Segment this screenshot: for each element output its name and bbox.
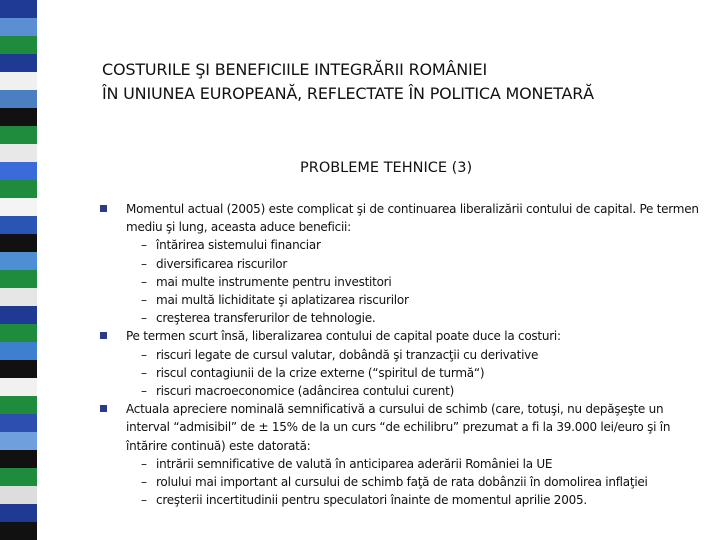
- bullet-item: [100, 327, 700, 345]
- sub-item: [100, 382, 700, 400]
- slide-title: [102, 58, 702, 106]
- dash-icon: –: [141, 256, 147, 271]
- sub-item-text: mai multă lichiditate şi aplatizarea riscurilor: [156, 293, 409, 308]
- sub-item: [100, 455, 700, 473]
- stripe-block: [0, 288, 37, 306]
- dash-icon: –: [141, 456, 147, 471]
- stripe-block: [0, 342, 37, 360]
- stripe-block: [0, 360, 37, 378]
- sub-item-text: mai multe instrumente pentru investitori: [156, 274, 392, 289]
- stripe-block: [0, 486, 37, 504]
- sub-item-text: riscul contagiunii de la crize externe (“spiritul de turmă“): [156, 365, 485, 380]
- stripe-block: [0, 378, 37, 396]
- stripe-block: [0, 522, 37, 540]
- sub-item-text: creşterea transferurilor de tehnologie.: [156, 311, 376, 326]
- stripe-block: [0, 108, 37, 126]
- sub-item: [100, 309, 700, 327]
- square-bullet-icon: [100, 405, 107, 412]
- stripe-block: [0, 54, 37, 72]
- bullet-item: [100, 200, 700, 236]
- stripe-block: [0, 450, 37, 468]
- stripe-block: [0, 18, 37, 36]
- sub-item-text: riscuri legate de cursul valutar, dobândă şi tranzacţii cu derivative: [156, 347, 539, 362]
- bullet-text: Pe termen scurt însă, liberalizarea contului de capital poate duce la costuri:: [126, 329, 561, 344]
- stripe-block: [0, 252, 37, 270]
- stripe-block: [0, 270, 37, 288]
- stripe-block: [0, 468, 37, 486]
- dash-icon: –: [141, 274, 147, 289]
- dash-icon: –: [141, 311, 147, 326]
- stripe-block: [0, 126, 37, 144]
- stripe-block: [0, 198, 37, 216]
- sub-item: [100, 291, 700, 309]
- dash-icon: –: [141, 493, 147, 508]
- decorative-color-stripe: [0, 0, 37, 540]
- stripe-block: [0, 396, 37, 414]
- stripe-block: [0, 180, 37, 198]
- sub-item: [100, 273, 700, 291]
- sub-item-text: rolului mai important al cursului de schimb faţă de rata dobânzii în domolirea inflaţiei: [156, 475, 648, 490]
- sub-item-text: diversificarea riscurilor: [156, 256, 288, 271]
- sub-item: [100, 236, 700, 254]
- sub-item-text: întărirea sistemului financiar: [156, 238, 321, 253]
- sub-item: [100, 346, 700, 364]
- stripe-block: [0, 504, 37, 522]
- stripe-block: [0, 0, 37, 18]
- stripe-block: [0, 90, 37, 108]
- dash-icon: –: [141, 238, 147, 253]
- dash-icon: –: [141, 293, 147, 308]
- dash-icon: –: [141, 365, 147, 380]
- sub-item: [100, 255, 700, 273]
- dash-icon: –: [141, 347, 147, 362]
- stripe-block: [0, 414, 37, 432]
- title-line-1: COSTURILE ŞI BENEFICIILE INTEGRĂRII ROMÂNIEI: [102, 60, 487, 79]
- section-subtitle: PROBLEME TEHNICE (3): [300, 160, 473, 176]
- stripe-block: [0, 36, 37, 54]
- square-bullet-icon: [100, 332, 107, 339]
- sub-item: [100, 364, 700, 382]
- dash-icon: –: [141, 384, 147, 399]
- stripe-block: [0, 324, 37, 342]
- bullet-item: [100, 400, 700, 455]
- sub-item-text: creşterii incertitudinii pentru speculatori înainte de momentul aprilie 2005.: [156, 493, 587, 508]
- stripe-block: [0, 162, 37, 180]
- sub-item-text: riscuri macroeconomice (adâncirea contului curent): [156, 384, 454, 399]
- sub-item: [100, 491, 700, 509]
- bullet-text: Momentul actual (2005) este complicat şi de continuarea liberalizării contului de capital. Pe termen mediu şi lung, aceasta aduce beneficii:: [126, 202, 699, 235]
- bullet-text: Actuala apreciere nominală semnificativă a cursului de schimb (care, totuşi, nu depăşeşte un interval “admisibil” de ± 15% de la un curs “de echilibru” prezumat a fi la 39.000 lei/euro şi în întărire continuă) este datorată:: [126, 402, 671, 453]
- dash-icon: –: [141, 475, 147, 490]
- square-bullet-icon: [100, 205, 107, 212]
- bullet-list: [100, 200, 700, 509]
- stripe-block: [0, 144, 37, 162]
- stripe-block: [0, 216, 37, 234]
- title-line-2: ÎN UNIUNEA EUROPEANĂ, REFLECTATE ÎN POLITICA MONETARĂ: [102, 84, 594, 103]
- stripe-block: [0, 72, 37, 90]
- sub-item: [100, 473, 700, 491]
- stripe-block: [0, 234, 37, 252]
- stripe-block: [0, 432, 37, 450]
- sub-item-text: intrării semnificative de valută în anticiparea aderării României la UE: [156, 456, 553, 471]
- stripe-block: [0, 306, 37, 324]
